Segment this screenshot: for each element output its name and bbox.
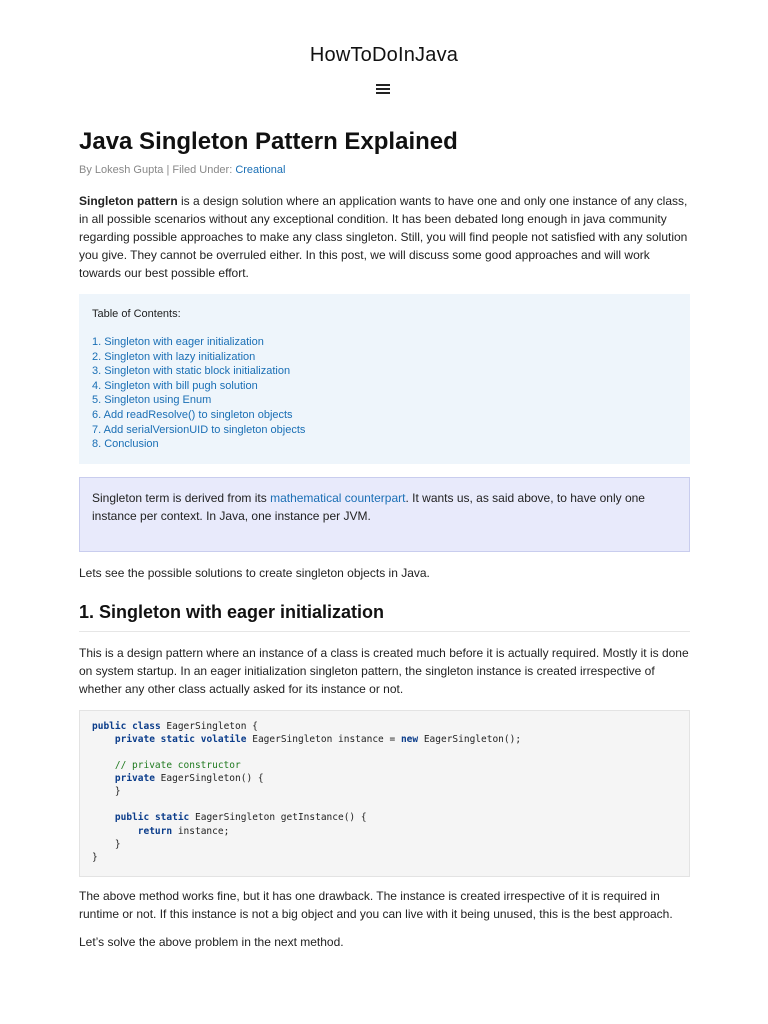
- toc-item: [92, 379, 677, 394]
- toc-item: [92, 393, 677, 408]
- toc-link-2[interactable]: 2. Singleton with lazy initialization: [92, 350, 256, 363]
- toc-list: [92, 335, 677, 452]
- toc-link-3[interactable]: 3. Singleton with static block initialization: [92, 365, 291, 378]
- toc-link-4[interactable]: 4. Singleton with bill pugh solution: [92, 379, 258, 392]
- category-link[interactable]: Creational: [235, 164, 286, 176]
- article: [79, 126, 690, 951]
- section-paragraph: This is a design pattern where an instance of a class is created much before it is actually required. Mostly it is done on system startup. In an eager initialization singleton pattern, the singleton instance is created irrespective of whether any other class actually asked for its instance or not.: [79, 645, 689, 696]
- intro-paragraph: [79, 192, 690, 282]
- byline-text: By Lokesh Gupta | Filed Under:: [79, 164, 236, 176]
- callout-text-before: Singleton term is derived from its: [92, 490, 271, 505]
- callout-link[interactable]: mathematical counterpart: [270, 490, 406, 505]
- toc-link-7[interactable]: 7. Add serialVersionUID to singleton objects: [92, 423, 306, 436]
- section-heading: 1. Singleton with eager initialization: [79, 602, 690, 632]
- intro-text: is a design solution where an application wants to have one and only one instance of any class, in all possible scenarios without any exceptional condition. It has been debated long enough in java community regarding possible approaches to make any class singleton. Still, you will find people not satisfied with any solution you give. They cannot be overruled either. In this post, we will discuss some good approaches and will work towards our best possible effort.: [79, 194, 688, 280]
- toc-heading: Table of Contents:: [92, 308, 181, 320]
- after-code-paragraph: The above method works fine, but it has one drawback. The instance is created irrespective of it is required in runtime or not. If this instance is not a big object and you can live with it being unused, this is the best approach.: [79, 888, 673, 921]
- hamburger-menu-icon[interactable]: [376, 84, 390, 96]
- callout-text-after: . It wants us, as said above, to have only one instance per context. In Java, one instance per JVM.: [92, 490, 645, 523]
- callout-box: [79, 477, 690, 552]
- toc-item: [92, 364, 677, 379]
- toc-link-5[interactable]: 5. Singleton using Enum: [92, 394, 212, 407]
- toc-link-6[interactable]: 6. Add readResolve() to singleton objects: [92, 408, 293, 421]
- toc-item: [92, 423, 677, 438]
- toc-item: [92, 335, 677, 350]
- site-header: [0, 44, 768, 67]
- toc-item: [92, 437, 677, 452]
- lead-paragraph: Lets see the possible solutions to create singleton objects in Java.: [79, 565, 430, 580]
- toc-link-8[interactable]: 8. Conclusion: [92, 438, 159, 451]
- next-method-paragraph: Let’s solve the above problem in the next method.: [79, 934, 344, 949]
- toc-item: [92, 350, 677, 365]
- toc-item: [92, 408, 677, 423]
- site-title[interactable]: HowToDoInJava: [309, 44, 459, 66]
- code-block: public class EagerSingleton { private static volatile EagerSingleton instance = new EagerSingleton(); // private constructor private EagerSingleton() { } public static EagerSingleton getInstance() { return instance; } }: [79, 710, 690, 877]
- table-of-contents: [79, 294, 690, 464]
- intro-bold: Singleton pattern: [79, 194, 178, 208]
- toc-link-1[interactable]: 1. Singleton with eager initialization: [92, 336, 264, 348]
- byline: [79, 164, 690, 176]
- page-title: Java Singleton Pattern Explained: [79, 128, 458, 155]
